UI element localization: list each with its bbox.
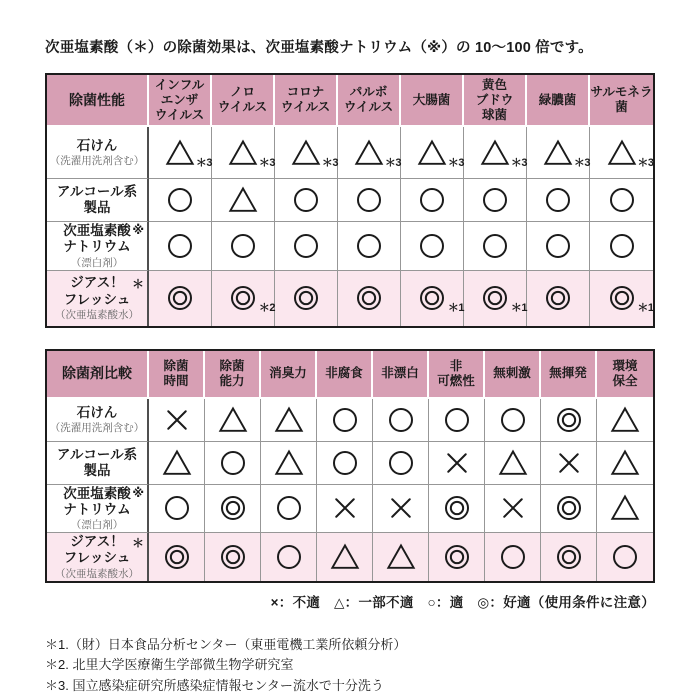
circle-symbol-icon	[354, 231, 384, 261]
rating-cell	[149, 271, 212, 326]
rating-cell	[401, 222, 464, 270]
footnote-3: ＊3. 国立感染症研究所感染症情報センター流水で十分洗う	[45, 678, 384, 694]
row-label	[47, 127, 149, 179]
rating-cell	[541, 485, 597, 533]
comparison-row	[47, 485, 653, 533]
row-label-text: 次亜塩素酸 ナトリウム	[63, 223, 131, 255]
circle-symbol-icon	[165, 185, 195, 215]
rating-cell	[149, 533, 205, 580]
triangle-symbol-icon	[607, 138, 654, 169]
rating-cell	[317, 533, 373, 580]
double-symbol-icon	[165, 283, 195, 313]
cross-symbol-icon	[442, 448, 472, 478]
row-label-sub: （漂白剤）	[70, 256, 124, 269]
rating-cell	[464, 127, 527, 179]
cell-footnote-ref: ＊3	[258, 156, 275, 169]
row-label	[47, 179, 149, 222]
circle-symbol-icon	[498, 405, 528, 435]
double-symbol-icon	[162, 542, 192, 572]
triangle-symbol-icon	[228, 185, 258, 215]
double-symbol-icon	[291, 283, 321, 313]
performance-row	[47, 222, 653, 270]
performance-row	[47, 271, 653, 326]
triangle-symbol-icon	[274, 448, 304, 478]
circle-symbol-icon	[330, 448, 360, 478]
rating-cell	[464, 271, 527, 326]
cross-symbol-icon	[330, 493, 360, 523]
triangle-symbol-icon	[480, 138, 527, 169]
footnote-marker: ※	[132, 485, 144, 500]
rating-cell	[541, 399, 597, 442]
comparison-column-header: 消臭力	[261, 351, 317, 399]
cell-footnote-ref: ＊3	[637, 156, 654, 169]
footnote-1: ＊1.（財）日本食品分析センター（東亜電機工業所依頼分析）	[45, 636, 407, 652]
double-symbol-icon	[228, 283, 275, 315]
circle-symbol-icon	[162, 493, 192, 523]
rating-cell	[429, 533, 485, 580]
circle-symbol-icon	[607, 185, 637, 215]
circle-symbol-icon	[165, 231, 195, 261]
circle-symbol-icon	[274, 542, 304, 572]
rating-cell	[541, 533, 597, 580]
cell-footnote-ref: ＊3	[384, 156, 401, 169]
cell-footnote-ref: ＊1	[637, 302, 654, 315]
cross-symbol-icon	[386, 493, 416, 523]
rating-cell	[261, 533, 317, 580]
circle-symbol-icon	[442, 405, 472, 435]
row-label-sub: （洗濯用洗剤含む）	[49, 422, 145, 435]
rating-cell	[261, 399, 317, 442]
rating-cell	[373, 485, 429, 533]
rating-cell	[485, 442, 541, 485]
comparison-column-header: 無刺激	[485, 351, 541, 399]
circle-symbol-icon	[354, 185, 384, 215]
footnote-marker: ＊	[131, 277, 144, 292]
rating-cell	[485, 485, 541, 533]
rating-cell	[464, 179, 527, 222]
comparison-row	[47, 442, 653, 485]
rating-cell	[429, 399, 485, 442]
double-symbol-icon	[354, 283, 384, 313]
performance-column-header: 黄色 ブドウ 球菌	[464, 75, 527, 127]
cell-footnote-ref: ＊3	[321, 156, 338, 169]
triangle-symbol-icon	[543, 138, 590, 169]
row-label	[47, 533, 149, 580]
rating-cell	[373, 533, 429, 580]
rating-cell	[212, 271, 275, 326]
triangle-symbol-icon	[354, 138, 401, 169]
rating-cell	[527, 222, 590, 270]
rating-cell	[275, 222, 338, 270]
table-gap	[45, 328, 655, 349]
comparison-column-header: 非 可燃性	[429, 351, 485, 399]
circle-symbol-icon	[498, 542, 528, 572]
rating-cell	[149, 399, 205, 442]
triangle-symbol-icon	[610, 448, 640, 478]
triangle-symbol-icon	[274, 405, 304, 435]
rating-cell	[527, 127, 590, 179]
cross-symbol-icon	[554, 448, 584, 478]
row-label-text: 石けん	[76, 405, 118, 421]
circle-symbol-icon	[607, 231, 637, 261]
circle-symbol-icon	[274, 493, 304, 523]
circle-symbol-icon	[386, 405, 416, 435]
rating-cell	[429, 485, 485, 533]
row-label-text: ジアス！ フレッシュ	[63, 534, 131, 566]
rating-cell	[464, 222, 527, 270]
triangle-symbol-icon	[610, 405, 640, 435]
row-label-text: 次亜塩素酸 ナトリウム	[63, 485, 131, 517]
footnotes	[45, 635, 655, 697]
rating-cell	[149, 442, 205, 485]
rating-cell	[401, 127, 464, 179]
performance-header-row	[47, 75, 653, 127]
circle-symbol-icon	[386, 448, 416, 478]
rating-cell	[597, 533, 653, 580]
circle-symbol-icon	[291, 231, 321, 261]
footnote-marker: ＊	[131, 536, 144, 551]
performance-corner-header: 除菌性能	[47, 75, 149, 127]
disinfectant-comparison-table	[45, 349, 655, 583]
performance-column-header: パルボ ウイルス	[338, 75, 401, 127]
rating-cell	[590, 222, 653, 270]
row-label-sub: （漂白剤）	[70, 519, 124, 532]
circle-symbol-icon	[480, 185, 510, 215]
rating-cell	[485, 399, 541, 442]
circle-symbol-icon	[330, 405, 360, 435]
rating-cell	[205, 399, 261, 442]
rating-cell	[149, 127, 212, 179]
rating-cell	[401, 179, 464, 222]
row-label-sub: （次亜塩素酸水）	[55, 567, 139, 580]
circle-symbol-icon	[218, 448, 248, 478]
performance-column-header: インフル エンザ ウイルス	[149, 75, 212, 127]
comparison-column-header: 無揮発	[541, 351, 597, 399]
cell-footnote-ref: ＊1	[447, 302, 464, 315]
double-symbol-icon	[480, 283, 527, 315]
rating-cell	[597, 399, 653, 442]
comparison-column-header: 除菌 能力	[205, 351, 261, 399]
rating-cell	[149, 222, 212, 270]
circle-symbol-icon	[543, 185, 573, 215]
performance-row	[47, 127, 653, 179]
triangle-symbol-icon	[330, 542, 360, 572]
rating-cell	[597, 442, 653, 485]
rating-cell	[205, 533, 261, 580]
comparison-column-header: 非漂白	[373, 351, 429, 399]
triangle-symbol-icon	[218, 405, 248, 435]
row-label-sub: （次亜塩素酸水）	[55, 308, 139, 321]
rating-cell	[275, 179, 338, 222]
comparison-corner-header: 除菌剤比較	[47, 351, 149, 399]
row-label	[47, 271, 149, 326]
performance-column-header: コロナ ウイルス	[275, 75, 338, 127]
rating-cell	[429, 442, 485, 485]
circle-symbol-icon	[291, 185, 321, 215]
comparison-column-header: 非腐食	[317, 351, 373, 399]
cell-footnote-ref: ＊3	[510, 156, 527, 169]
double-symbol-icon	[442, 542, 472, 572]
comparison-column-header: 環境 保全	[597, 351, 653, 399]
cross-symbol-icon	[162, 405, 192, 435]
triangle-symbol-icon	[417, 138, 464, 169]
symbol-legend: ×：不適 △：一部不適 ○：適 ◎：好適（使用条件に注意）	[270, 594, 655, 610]
rating-cell	[338, 127, 401, 179]
rating-cell	[149, 179, 212, 222]
row-label-sub: （洗濯用洗剤含む）	[49, 155, 145, 168]
circle-symbol-icon	[417, 231, 447, 261]
rating-cell	[212, 179, 275, 222]
comparison-row	[47, 533, 653, 580]
double-symbol-icon	[543, 283, 573, 313]
rating-cell	[205, 442, 261, 485]
comparison-row	[47, 399, 653, 442]
cell-footnote-ref: ＊3	[573, 156, 590, 169]
circle-symbol-icon	[417, 185, 447, 215]
double-symbol-icon	[554, 405, 584, 435]
rating-cell	[590, 127, 653, 179]
double-symbol-icon	[442, 493, 472, 523]
double-symbol-icon	[554, 493, 584, 523]
footnote-marker: ※	[132, 223, 144, 238]
row-label-text: アルコール系 製品	[56, 184, 138, 216]
row-label	[47, 442, 149, 485]
row-label	[47, 399, 149, 442]
rating-cell	[373, 399, 429, 442]
performance-column-header: サルモネラ 菌	[590, 75, 653, 127]
cell-footnote-ref: ＊3	[447, 156, 464, 169]
rating-cell	[485, 533, 541, 580]
comparison-column-header: 除菌 時間	[149, 351, 205, 399]
triangle-symbol-icon	[291, 138, 338, 169]
cross-symbol-icon	[498, 493, 528, 523]
triangle-symbol-icon	[498, 448, 528, 478]
rating-cell	[338, 222, 401, 270]
rating-cell	[597, 485, 653, 533]
double-symbol-icon	[218, 493, 248, 523]
double-symbol-icon	[218, 542, 248, 572]
triangle-symbol-icon	[162, 448, 192, 478]
rating-cell	[261, 485, 317, 533]
rating-cell	[527, 179, 590, 222]
rating-cell	[261, 442, 317, 485]
rating-cell	[317, 485, 373, 533]
circle-symbol-icon	[610, 542, 640, 572]
triangle-symbol-icon	[228, 138, 275, 169]
row-label-text: 石けん	[76, 138, 118, 154]
double-symbol-icon	[417, 283, 464, 315]
footnote-2: ＊2. 北里大学医療衛生学部微生物学研究室	[45, 657, 294, 673]
rating-cell	[275, 271, 338, 326]
row-label-text: ジアス！ フレッシュ	[63, 275, 131, 307]
double-symbol-icon	[554, 542, 584, 572]
performance-column-header: 大腸菌	[401, 75, 464, 127]
rating-cell	[373, 442, 429, 485]
rating-cell	[590, 271, 653, 326]
rating-cell	[212, 127, 275, 179]
rating-cell	[149, 485, 205, 533]
circle-symbol-icon	[480, 231, 510, 261]
cell-footnote-ref: ＊3	[195, 156, 212, 169]
circle-symbol-icon	[228, 231, 258, 261]
rating-cell	[317, 442, 373, 485]
rating-cell	[541, 442, 597, 485]
cell-footnote-ref: ＊1	[510, 302, 527, 315]
performance-row	[47, 179, 653, 222]
rating-cell	[205, 485, 261, 533]
triangle-symbol-icon	[165, 138, 212, 169]
page-title: 次亜塩素酸（＊）の除菌効果は、次亜塩素酸ナトリウム（※）の 10～100 倍です。	[45, 40, 593, 56]
double-symbol-icon	[607, 283, 654, 315]
disinfection-performance-table	[45, 73, 655, 328]
performance-column-header: 緑膿菌	[527, 75, 590, 127]
triangle-symbol-icon	[386, 542, 416, 572]
rating-cell	[317, 399, 373, 442]
row-label	[47, 222, 149, 270]
rating-cell	[590, 179, 653, 222]
performance-column-header: ノロ ウイルス	[212, 75, 275, 127]
rating-cell	[275, 127, 338, 179]
triangle-symbol-icon	[610, 493, 640, 523]
comparison-header-row	[47, 351, 653, 399]
row-label-text: アルコール系 製品	[56, 446, 138, 478]
rating-cell	[338, 271, 401, 326]
row-label	[47, 485, 149, 533]
cell-footnote-ref: ＊2	[258, 302, 275, 315]
rating-cell	[527, 271, 590, 326]
rating-cell	[338, 179, 401, 222]
circle-symbol-icon	[543, 231, 573, 261]
rating-cell	[401, 271, 464, 326]
rating-cell	[212, 222, 275, 270]
